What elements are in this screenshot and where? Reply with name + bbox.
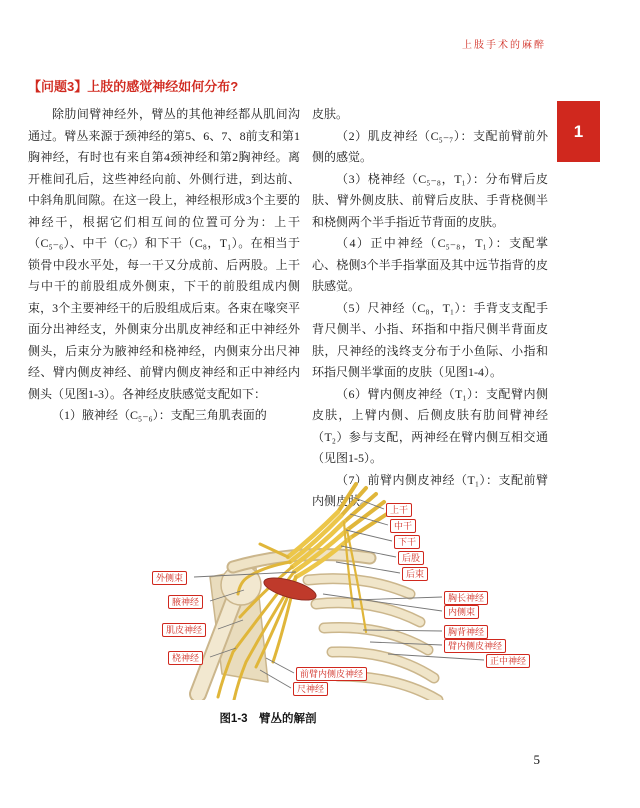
- label-lateral-cord: 外侧束: [152, 571, 187, 585]
- label-medial-antebrachial-cutaneous: 前臂内侧皮神经: [296, 667, 367, 681]
- body-paragraph: （2）肌皮神经（C₅₋₇）：支配前臂前外侧的感觉。: [312, 128, 548, 164]
- figure-1-3: [148, 482, 548, 726]
- right-column: [312, 104, 548, 513]
- label-thoracodorsal-nerve: 胸背神经: [444, 625, 488, 639]
- chapter-number-tab: 1: [557, 101, 600, 162]
- body-paragraph: 除肋间臂神经外，臂丛的其他神经都从肌间沟通过。臂丛来源于颈神经的第5、6、7、8前支和第1胸神经，有时也有来自第4颈神经和第2胸神经。离开椎间孔后，这些神经向前、外侧行进，到达前、中斜角肌间隙。在这一段上，神经根形成3个主要的神经干，根据它们相互间的位置可分为：上干（C₅₋₆）、中干（C₇）和下干（C₈，T₁）。在相当于锁骨中段水平处，每一干又分成前、后两股。上干与中干的前股组成外侧束，下干的前股组成内侧束，3个主要神经干的后股组成后束。各束在喙突平面分出神经支，外侧束分出肌皮神经和正中神经外侧头，后束分为腋神经和桡神经，内侧束分出尺神经、臂内侧皮神经、前臂内侧皮神经和正中神经内侧头（见图1-3）。各神经皮肤感觉支配如下：: [28, 107, 300, 401]
- label-long-thoracic-nerve: 胸长神经: [444, 591, 488, 605]
- brachial-plexus-illustration: [148, 482, 548, 700]
- body-paragraph: （6）臂内侧皮神经（T₁）：支配臂内侧皮肤，上臂内侧、后侧皮肤有肋间臂神经（T₂）参与支配，两神经在臂内侧互相交通（见图1-5）。: [312, 386, 548, 465]
- body-paragraph: （7）前臂内侧皮神经（T₁）：支配前臂内侧皮肤。: [312, 472, 548, 508]
- body-paragraph: 皮肤。: [312, 107, 349, 121]
- figure-caption: 图1-3 臂丛的解剖: [219, 713, 317, 725]
- label-posterior-cord: 后束: [402, 567, 428, 581]
- label-musculocutaneous-nerve: 肌皮神经: [162, 623, 206, 637]
- label-radial-nerve: 桡神经: [168, 651, 203, 665]
- label-medial-brachial-cutaneous: 臂内侧皮神经: [444, 639, 506, 653]
- label-middle-trunk: 中干: [390, 519, 416, 533]
- label-superior-trunk: 上干: [386, 503, 412, 517]
- running-header: 上肢手术的麻醉: [462, 40, 546, 51]
- label-axillary-nerve: 腋神经: [168, 595, 203, 609]
- left-column: [28, 104, 300, 513]
- body-paragraph: （4）正中神经（C₅₋₈，T₁）：支配掌心、桡侧3个半手指掌面及其中远节指背的皮肤感觉。: [312, 236, 548, 293]
- body-paragraph: （1）腋神经（C₅₋₆）：支配三角肌表面的: [52, 408, 267, 422]
- page-number: 5: [533, 752, 540, 767]
- question-title: 【问题3】上肢的感觉神经如何分布?: [28, 79, 239, 94]
- two-column-text: [28, 104, 548, 513]
- label-posterior-division: 后股: [398, 551, 424, 565]
- label-medial-cord: 内侧束: [444, 605, 479, 619]
- label-median-nerve: 正中神经: [486, 654, 530, 668]
- label-ulnar-nerve: 尺神经: [293, 682, 328, 696]
- label-inferior-trunk: 下干: [394, 535, 420, 549]
- body-paragraph: （5）尺神经（C₈，T₁）：手背支支配手背尺侧半、小指、环指和中指尺侧半背面皮肤，尺神经的浅终支分布于小鱼际、小指和环指尺侧半掌面的皮肤（见图1-4）。: [312, 300, 548, 379]
- article-body: [28, 76, 548, 513]
- body-paragraph: （3）桡神经（C₅₋₈，T₁）：分布臂后皮肤、臂外侧皮肤、前臂后皮肤、手背桡侧半和桡侧两个半手指近节背面的皮肤。: [312, 171, 548, 229]
